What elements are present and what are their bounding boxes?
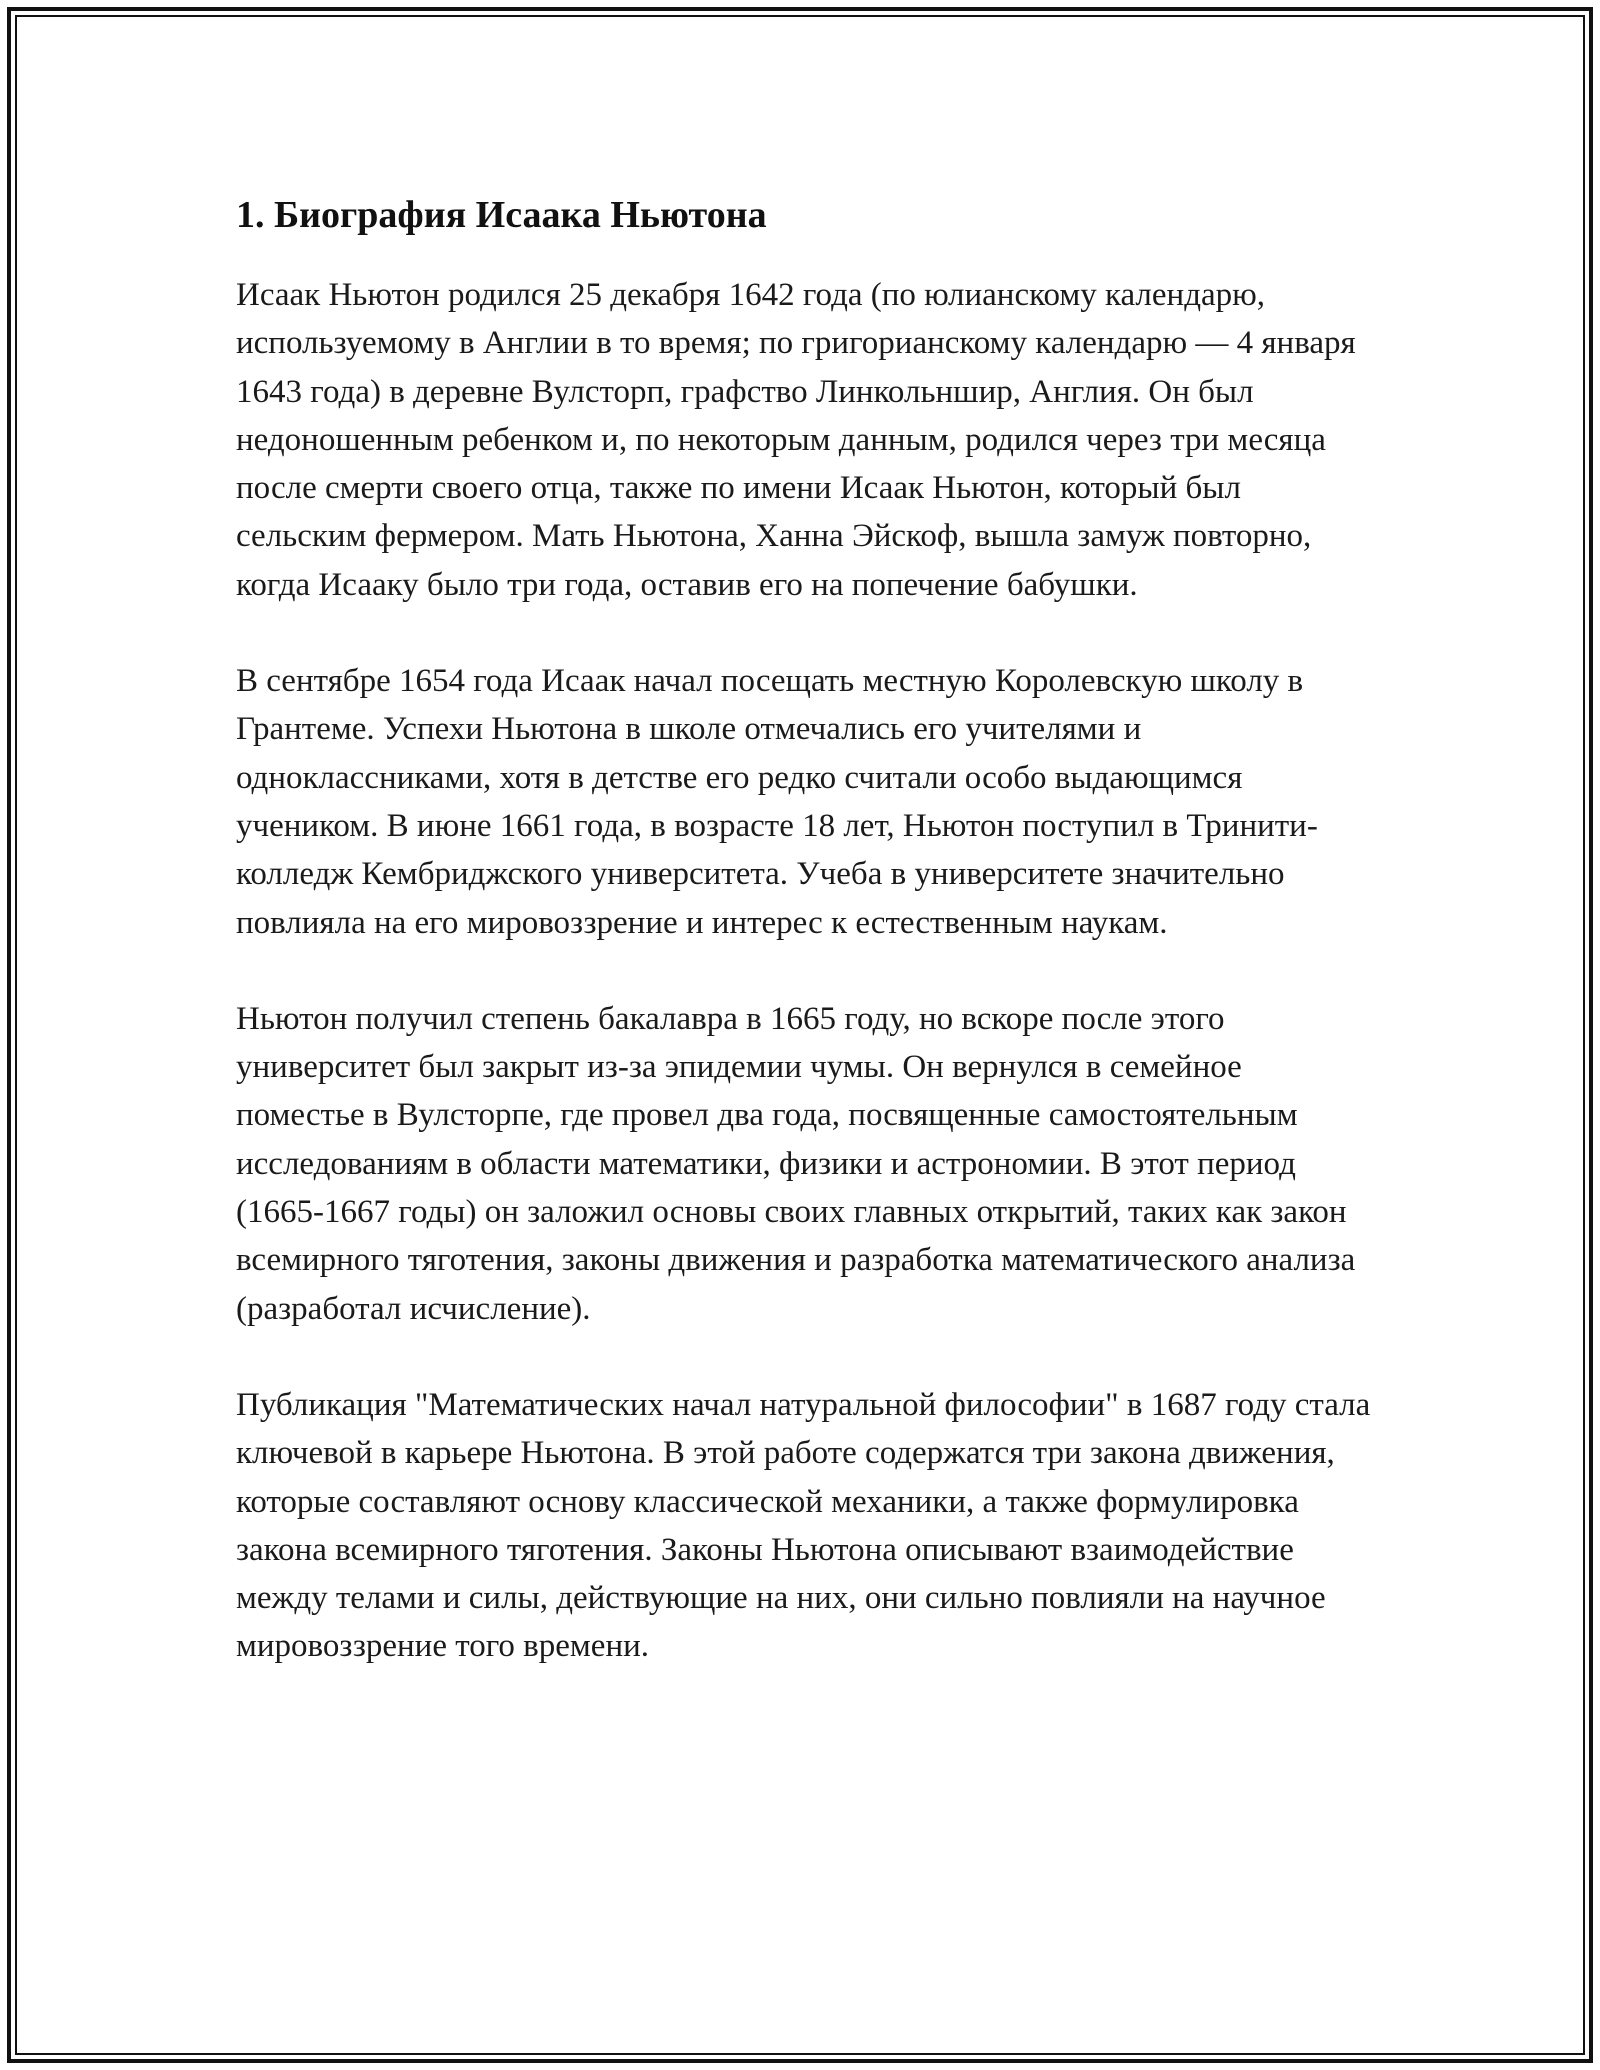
paragraph-birth: Исаак Ньютон родился 25 декабря 1642 года (по юлианскому календарю, используемому в Англии в то время; по григорианскому календарю — 4 января 1643 года) в деревне Вулсторп, графство Линкольншир, Англия. Он был недоношенным ребенком и, по некоторым данным, родился через три месяца после смерти своего отца, также по имени Исаак Ньютон, который был сельским фермером. Мать Ньютона, Ханна Эйскоф, вышла замуж повторно, когда Исааку было три года, оставив его на попечение бабушки. bbox=[236, 277, 1356, 603]
section-heading: 1. Биография Исаака Ньютона bbox=[236, 194, 767, 236]
paragraph-plague-years: Ньютон получил степень бакалавра в 1665 году, но вскоре после этого университет был закрыт из-за эпидемии чумы. Он вернулся в семейное поместье в Вулсторпе, где провел два года, посвященные самостоятельным исследованиям в области математики, физики и астрономии. В этот период (1665-1667 годы) он заложил основы своих главных открытий, таких как закон всемирного тяготения, законы движения и разработка математического анализа (разработал исчисление). bbox=[236, 1000, 1356, 1327]
paragraph-principia: Публикация "Математических начал натуральной философии" в 1687 году стала ключевой в карьере Ньютона. В этой работе содержатся три закона движения, которые составляют основу классической механики, а также формулировка закона всемирного тяготения. Законы Ньютона описывают взаимодействие между телами и силы, действующие на них, они сильно повлияли на научное мировоззрение того времени. bbox=[236, 1386, 1371, 1665]
paragraph-school: В сентябре 1654 года Исаак начал посещать местную Королевскую школу в Грантеме. Успехи Ньютона в школе отмечались его учителями и одноклассниками, хотя в детстве его редко считали особо выдающимся учеником. В июне 1661 года, в возрасте 18 лет, Ньютон поступил в Тринити-колледж Кембриджского университета. Учеба в университете значительно повлияла на его мировоззрение и интерес к естественным наукам. bbox=[236, 663, 1318, 941]
document-body bbox=[236, 183, 1376, 1671]
